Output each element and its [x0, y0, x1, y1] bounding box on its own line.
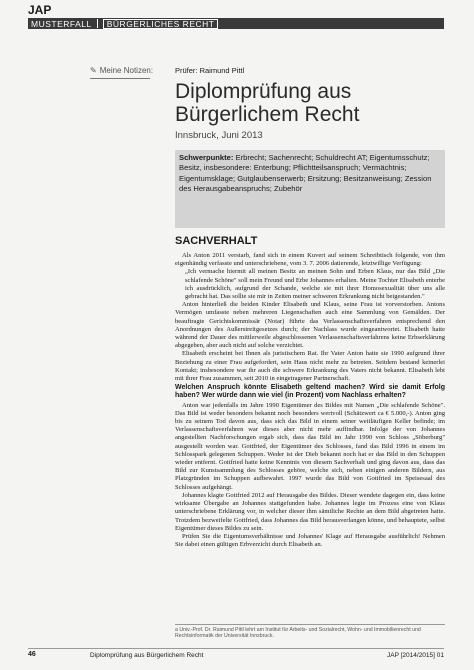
category-bar	[28, 18, 444, 29]
paragraph: Anton war jedenfalls im Jahre 1990 Eigentümer des Bildes mit Namen „Die schlafende Schöne". Das Bild ist weder besonders bekannt noch besonders wertvoll (Schätzwert ca € 5.000,-). Anton ging bis zu seinem Tod davon aus, dass sich das Bild in einem seiner weitläufigen Keller befinde; im Verlassenschaftsverfahren war dieses aber nicht mehr auffindbar. Infolge der von Johannes angestellten Nachforschungen ergab sich, dass das Bild im Jahr 1990 von Schloss „Söberburg" ausgestellt worden war. Gottfried, der Eigentümer des Schlosses, fand das Bild 1996 in einem im Schlosspark gelegenen Schuppen. Weder ist der Dieb bekannt noch hat er das Bild in den Schuppen wieder entfernt. Gottfried hatte keine Kenntnis von diesem Sachverhalt und ging davon aus, dass das Bild zur Kunstsammlung des Schlosses gehöre, welche sich, neben einigen anderen Bildern, aus Platzgründen im Schuppen aufbewahrt. 1997 wurde das Bild von Gottfried im Speisesaal des Schlosses aufgehängt.	[175, 401, 445, 491]
notes-rule	[90, 78, 150, 79]
pencil-icon: ✎	[90, 66, 97, 75]
focus-box	[175, 150, 445, 228]
paragraph: Elisabeth erscheint bei Ihnen als juristischem Rat. Ihr Vater Anton hatte sie 1990 aufgrund ihrer Beziehung zu einer Frau aufgefordert, sein Haus nicht mehr zu betreten. Seitdem bestand keinerlei Kontakt; insbesondere war ihr auch die schwere Erkrankung des Vaters nicht bekannt. Elisabeth lebt mit ihrer Frau zusammen, seit 2010 in eingetragener Partnerschaft.	[175, 350, 445, 383]
notes-text: Meine Notizen:	[99, 66, 154, 75]
examiner-line: Prüfer: Raimund Pittl	[175, 66, 245, 75]
focus-label: Schwerpunkte:	[179, 153, 234, 162]
question-1: Welchen Anspruch könnte Elisabeth geltend machen? Wird sie damit Erfolg haben? Wer würde dann wie viel (in Prozent) vom Nachlass erhalten?	[175, 384, 445, 400]
dateline: Innsbruck, Juni 2013	[175, 130, 263, 141]
focus-text: Erbrecht; Sachenrecht; Schuldrecht AT; Eigentumsschutz; Besitz, insbesondere: Enterbung; Pflichtteilsanspruch; Vermächtnis; Eigentumsklage; Gutglaubenserwerb; Ersitzung; Besitzanweisung; Zession des Herausgabeanspruchs; Zubehör	[179, 153, 432, 193]
category-separator	[97, 19, 98, 28]
article-body	[175, 252, 445, 549]
section-title: SACHVERHALT	[175, 235, 258, 247]
category-b: BÜRGERLICHES RECHT	[103, 19, 219, 29]
quote-paragraph: „Ich vermache hiermit all meinen Besitz an meinen Sohn und Erben Klaus, nur das Bild „Die schlafende Schöne" soll mein Freund und Erbe Johannes erhalten. Meine Tochter Elisabeth enterbe ich ausdrücklich, aufgrund der Schande, welche sie mit ihrer Homosexualität über uns alle gebracht hat. Das sollte sie mir in Zeiten meiner schweren Erkrankung nicht beigestanden."	[185, 268, 445, 301]
paragraph: Johannes klagte Gottfried 2012 auf Herausgabe des Bildes. Dieser wendete dagegen ein, dass keine wirksame Übergabe an Johannes stattgefunden habe. Johannes legte im Prozess eine von Klaus unterschriebene Erklärung vor, in welcher dieser ihm sämtliche Rechte an dem Bild abgetreten hatte. Trotzdem bezweifelte Gottfried, dass Johannes das Bild herausverlangen könne, und behauptete, selbst Eigentümer dieses Bildes zu sein.	[175, 491, 445, 532]
paragraph: Als Anton 2011 verstarb, fand sich in einem Kuvert auf seinem Schreibtisch folgende, von ihm eigenhändig verfasste und unterschriebene, vom 3. 7. 2006 datierende, letztwillige Verfügung:	[175, 252, 445, 268]
article-title	[175, 80, 445, 126]
category-a: MUSTERFALL	[31, 18, 92, 29]
journal-issue: JAP [2014/2015] 01	[387, 652, 444, 659]
journal-label: JAP	[28, 3, 52, 17]
running-title: Diplomprüfung aus Bürgerlichem Recht	[90, 652, 204, 659]
paragraph: Anton hinterließ die beiden Kinder Elisabeth und Klaus, seine Frau ist vorverstorben. Antons Vermögen umfasste neben mehreren Liegenschaften auch eine Sammlung von Gemälden. Der beauftragte Gerichtskommissär (Notar) führte das Verlassenschaftsverfahren entsprechend den Anordnungen des Außerstreitgesetzes durch; der Nachlass wurde eingeantwortet. Elisabeth hatte während der Dauer des mittlerweile abgeschlossenen Verlassenschaftsverfahrens keine Erbserklärung abgegeben, aber auch nicht auf solche verzichtet.	[175, 301, 445, 350]
page-footer	[28, 648, 444, 658]
title-line-2: Bürgerlichem Recht	[175, 103, 360, 126]
paragraph: Prüfen Sie die Eigentumsverhältnisse und Johannes' Klage auf Herausgabe ausführlich! Nehmen Sie dabei einen gültigen Erbverzicht durch Elisabeth an.	[175, 532, 445, 549]
footnote: a Univ.-Prof. Dr. Raimund Pittl lehrt am Institut für Arbeits- und Sozialrecht, Wohn- und Immobilienrecht und Rechtsinformatik der Universität Innsbruck.	[175, 624, 445, 640]
notes-label	[90, 66, 153, 75]
page-number: 46	[28, 651, 36, 658]
title-line-1: Diplomprüfung aus	[175, 80, 352, 103]
